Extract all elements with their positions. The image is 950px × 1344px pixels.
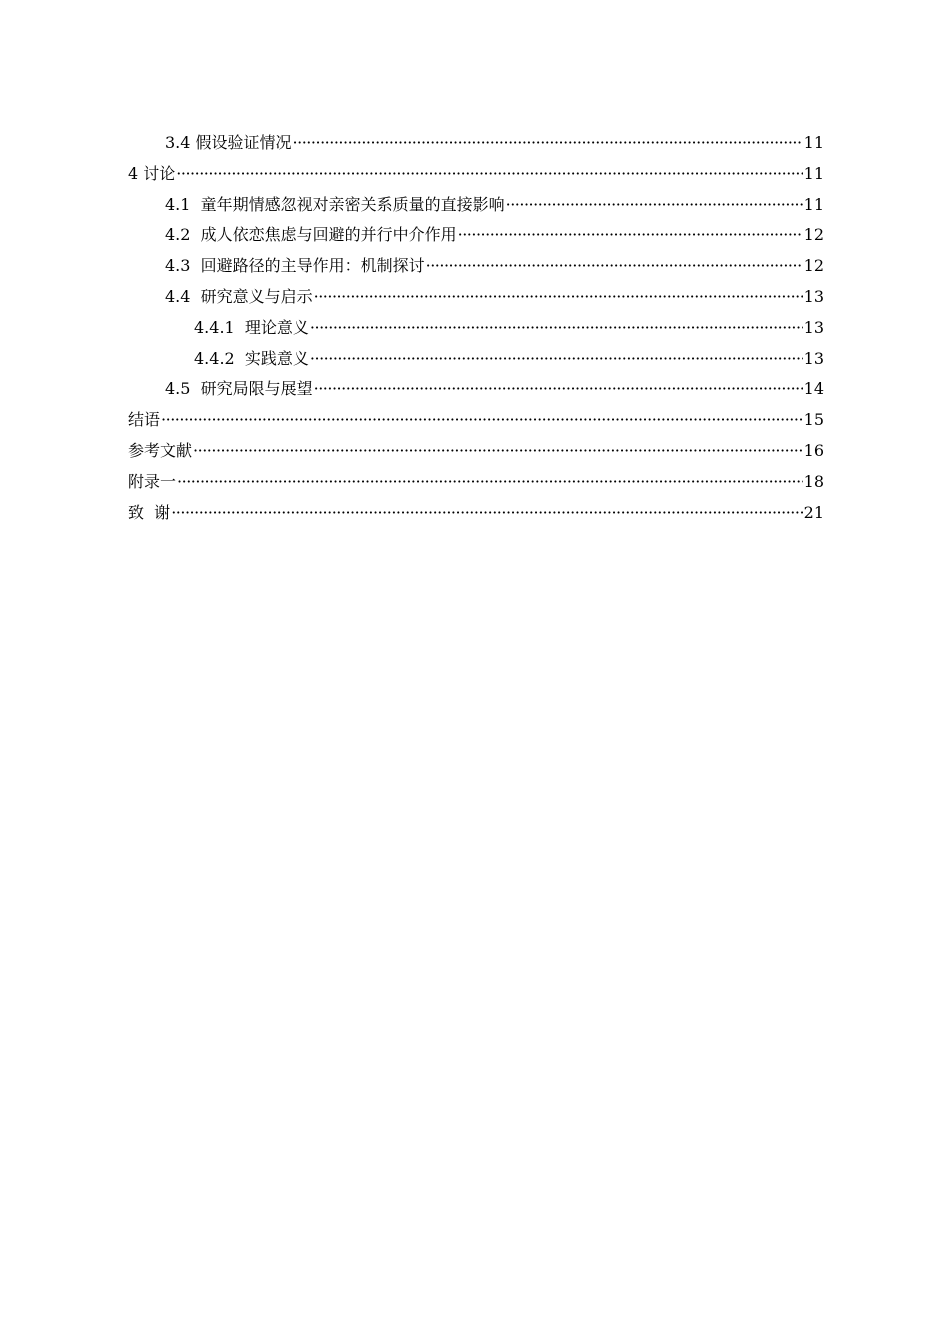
toc-dot-leader — [161, 405, 803, 436]
toc-entry-3-4[interactable] — [128, 128, 824, 159]
toc-dot-leader — [177, 467, 803, 498]
toc-entry-page-number: 21 — [803, 502, 824, 522]
toc-entry-4-1[interactable] — [128, 190, 824, 221]
toc-entry-page-number: 13 — [803, 317, 824, 337]
toc-entry-page-number: 15 — [803, 410, 824, 430]
toc-dot-leader — [171, 498, 802, 529]
toc-entry-title: 4.4 研究意义与启示 — [165, 286, 313, 306]
toc-dot-leader — [193, 436, 803, 467]
toc-entry-4-4-2[interactable] — [128, 344, 824, 375]
toc-entry-title: 4 讨论 — [128, 163, 176, 183]
toc-entry-title: 3.4 假设验证情况 — [165, 133, 292, 152]
toc-page — [128, 128, 824, 528]
toc-dot-leader — [314, 282, 803, 313]
toc-entry-title: 4.1 童年期情感忽视对亲密关系质量的直接影响 — [165, 194, 505, 214]
toc-entry-title: 4.4.2 实践意义 — [194, 348, 309, 368]
toc-dot-leader — [176, 159, 802, 190]
toc-dot-leader — [458, 220, 803, 251]
toc-entry-title: 4.3 回避路径的主导作用：机制探讨 — [165, 256, 425, 276]
toc-entry-references[interactable] — [128, 436, 824, 467]
toc-entry-page-number: 13 — [803, 348, 824, 368]
toc-entry-title: 致 谢 — [128, 502, 171, 522]
toc-entry-page-number: 12 — [803, 256, 824, 276]
toc-entry-title: 结语 — [128, 410, 161, 430]
toc-entry-4-5[interactable] — [128, 374, 824, 405]
toc-dot-leader — [310, 344, 803, 375]
toc-dot-leader — [310, 313, 803, 344]
toc-dot-leader — [426, 251, 803, 282]
toc-entry-page-number: 12 — [803, 225, 824, 245]
toc-entry-page-number: 11 — [803, 194, 824, 214]
toc-entry-page-number: 14 — [803, 379, 824, 399]
toc-entry-4[interactable] — [128, 159, 824, 190]
toc-entry-title: 参考文献 — [128, 440, 193, 460]
toc-entry-title: 4.4.1 理论意义 — [194, 317, 309, 337]
toc-entry-title: 4.2 成人依恋焦虑与回避的并行中介作用 — [165, 225, 457, 245]
toc-dot-leader — [506, 190, 803, 221]
toc-dot-leader — [314, 374, 803, 405]
toc-entry-page-number: 13 — [803, 286, 824, 306]
toc-entry-page-number: 11 — [803, 163, 824, 183]
toc-entry-4-4-1[interactable] — [128, 313, 824, 344]
toc-entry-page-number: 18 — [803, 471, 824, 491]
toc-entry-page-number: 16 — [803, 440, 824, 460]
toc-entry-title: 4.5 研究局限与展望 — [165, 379, 313, 399]
toc-entry-acknowledgements[interactable] — [128, 498, 824, 529]
toc-entry-conclusion[interactable] — [128, 405, 824, 436]
toc-dot-leader — [293, 128, 803, 159]
toc-entry-page-number: 11 — [803, 133, 824, 152]
toc-entry-appendix-1[interactable] — [128, 467, 824, 498]
toc-entry-4-3[interactable] — [128, 251, 824, 282]
toc-entry-title: 附录一 — [128, 471, 177, 491]
toc-entry-4-2[interactable] — [128, 220, 824, 251]
toc-entry-4-4[interactable] — [128, 282, 824, 313]
